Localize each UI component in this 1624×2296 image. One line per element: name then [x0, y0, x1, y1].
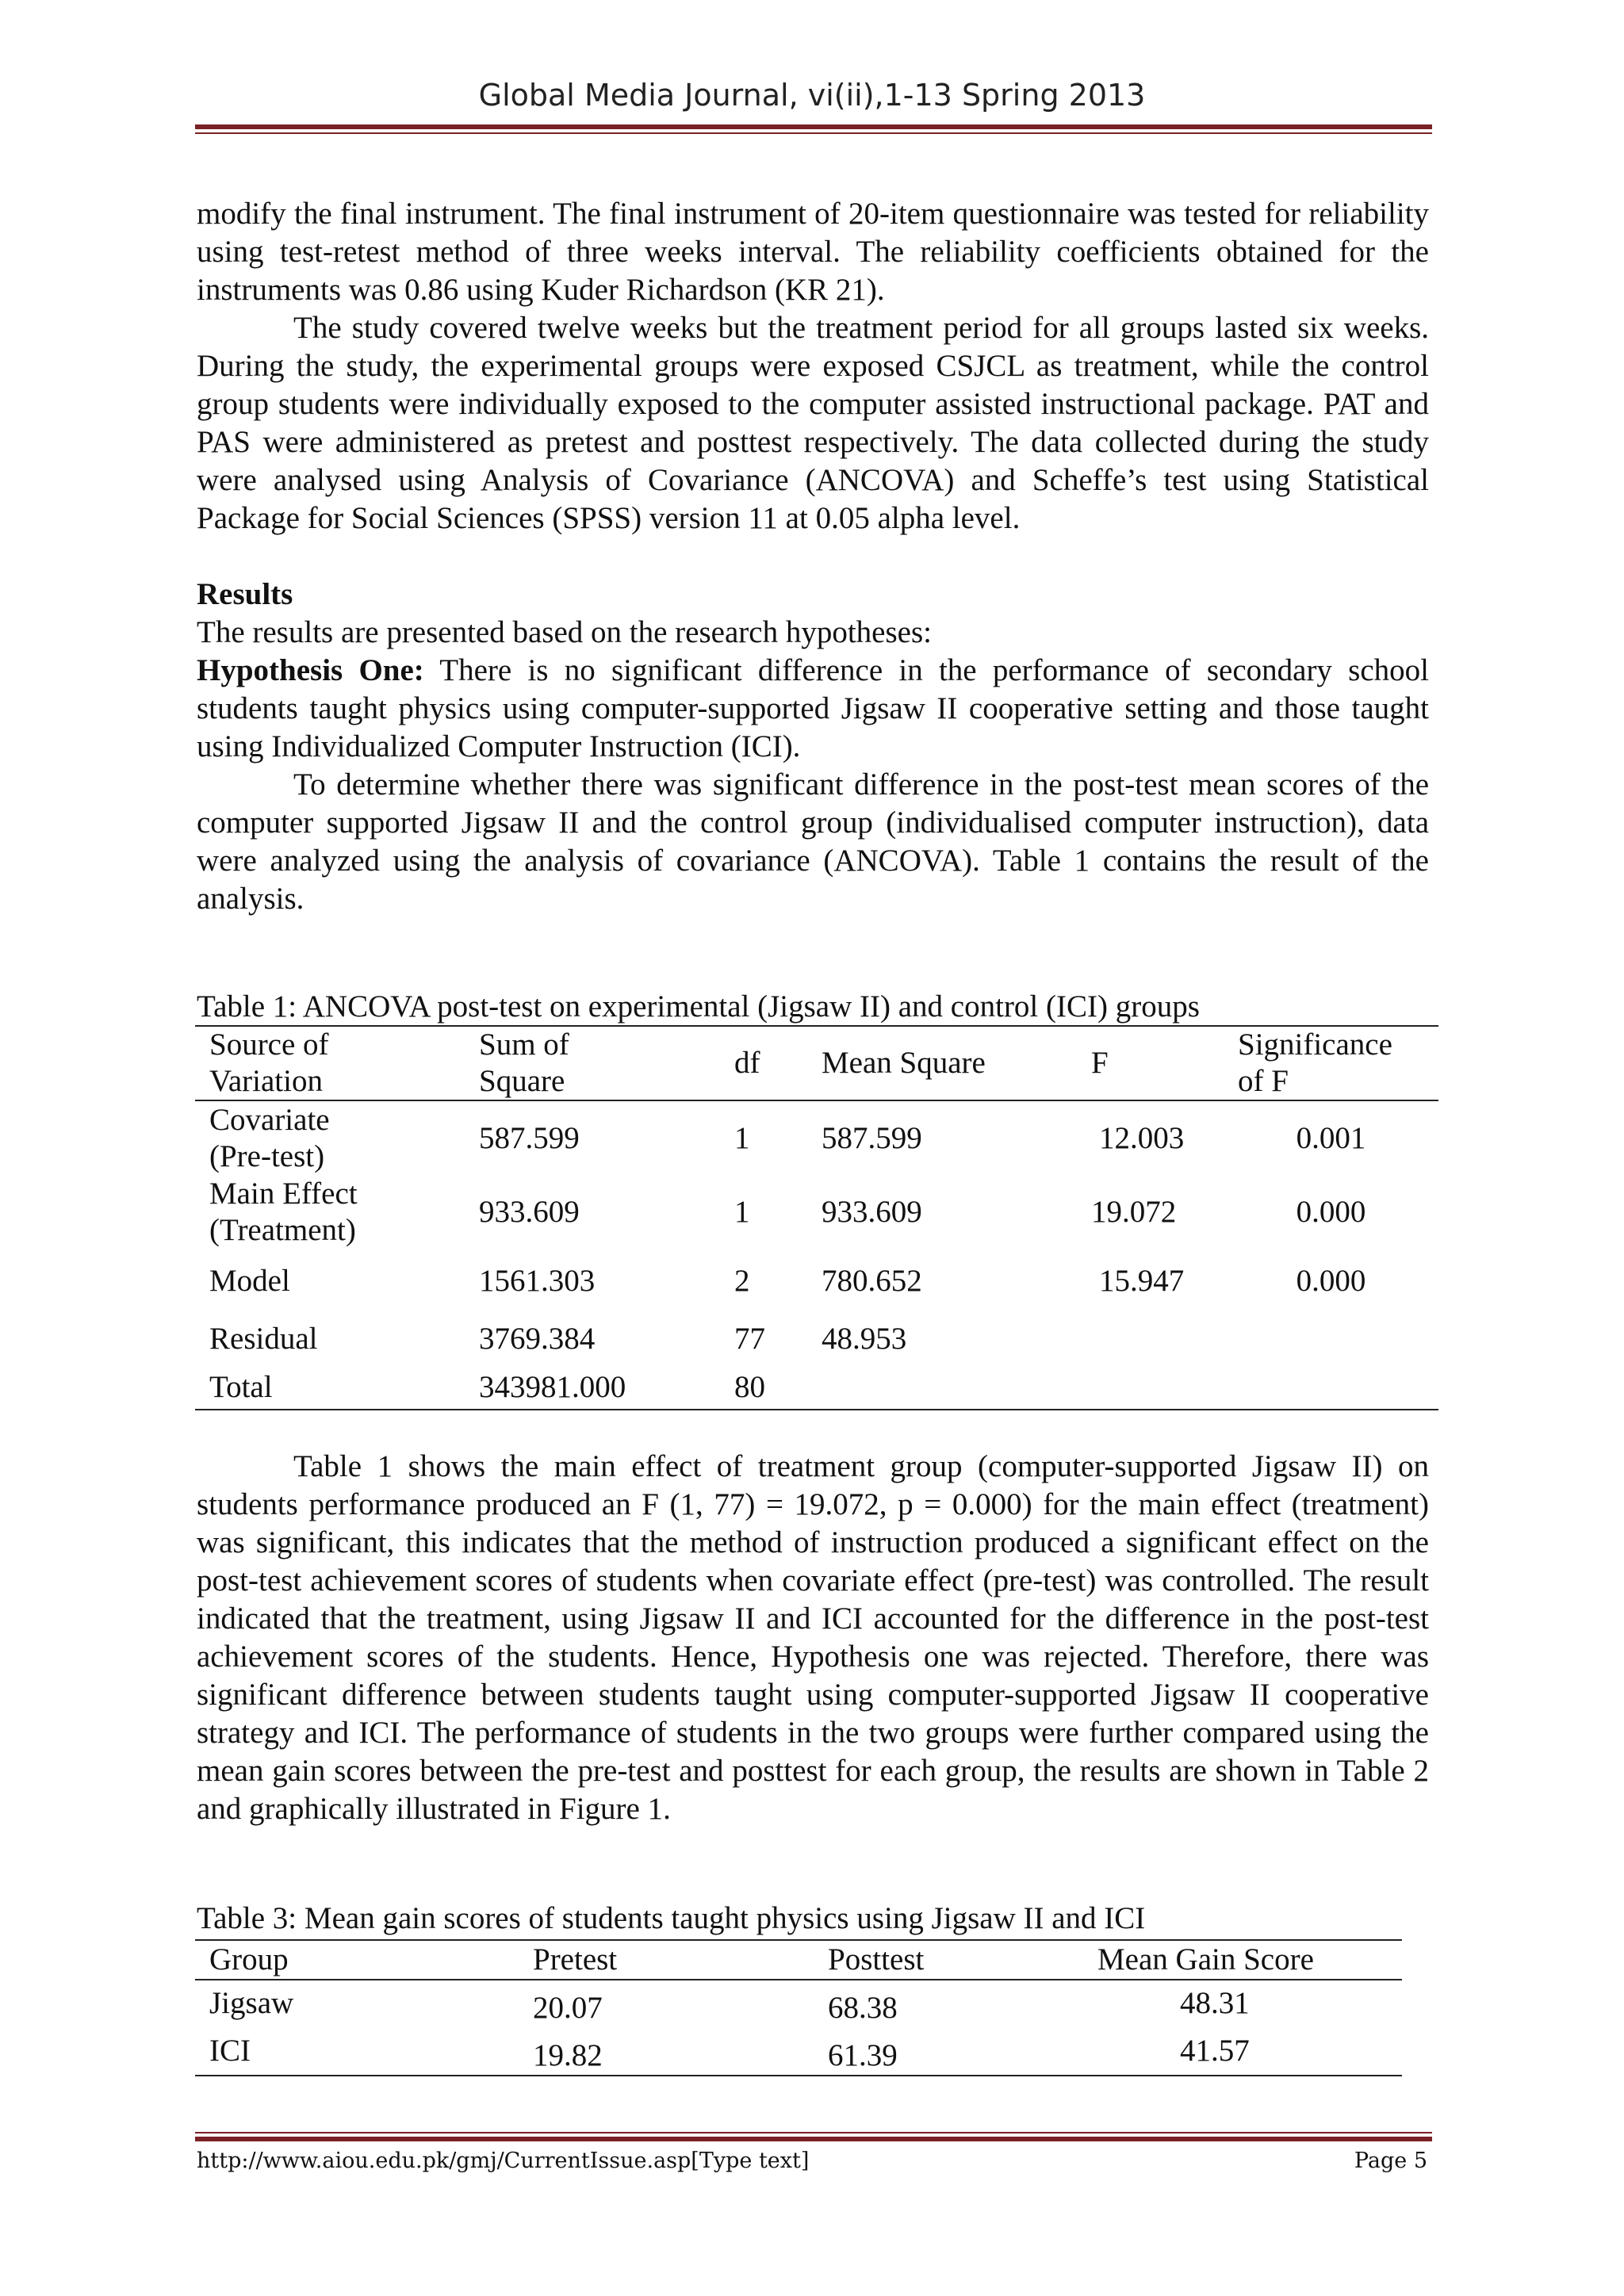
- table1-f: 15.947: [1099, 1264, 1185, 1298]
- table1-f: [1077, 1365, 1224, 1410]
- table1-header-f: F: [1091, 1046, 1109, 1080]
- table3-gain: 41.57: [1180, 2033, 1250, 2068]
- hypothesis-text: There is no significant difference in the performance of secondary school students taught physics using computer-supported Jigsaw II cooperative setting and those taught using Individualized Computer Instruction (ICI).: [197, 653, 1429, 763]
- table1-header-sig: Significance of F: [1238, 1027, 1392, 1098]
- table1-ms: 587.599: [822, 1120, 922, 1155]
- table1-source: Model: [209, 1264, 290, 1298]
- paragraph-results-intro: The results are presented based on the research hypotheses:: [197, 615, 932, 649]
- paragraph-study-design: The study covered twelve weeks but the treatment period for all groups lasted six weeks. During the study, the experimental groups were exposed CSJCL as treatment, while the control group students were individually exposed to the computer assisted instructional package. PAT and PAS were administered as pretest and posttest respectively. The data collected during the study were analysed using Analysis of Covariance (ANCOVA) and Scheffe’s test using Statistical Package for Social Sciences (SPSS) version 11 at 0.05 alpha level.: [197, 311, 1429, 535]
- paragraph-ancova-intro: To determine whether there was significant difference in the post-test mean scores of the computer supported Jigsaw II and the control group (individualised computer instruction), data were analyzed using the analysis of covariance (ANCOVA). Table 1 contains the result of the analysis.: [197, 767, 1429, 916]
- body-text-top: [197, 195, 1429, 918]
- paragraph-reliability: modify the final instrument. The final instrument of 20-item questionnaire was tested for reliability using test-retest method of three weeks interval. The reliability coefficients obtained for the instruments was 0.86 using Kuder Richardson (KR 21).: [197, 197, 1429, 307]
- table3-header-posttest: Posttest: [828, 1942, 925, 1976]
- table1-sig: 0.001: [1296, 1120, 1366, 1155]
- table3-group: ICI: [209, 2033, 251, 2068]
- journal-header: Global Media Journal, vi(ii),1-13 Spring 2013: [478, 78, 1146, 113]
- table3-header-pretest: Pretest: [533, 1942, 618, 1976]
- table3-posttest: 61.39: [828, 2038, 898, 2072]
- table-row: [195, 1365, 1438, 1410]
- table1-df: 77: [734, 1322, 765, 1356]
- body-text-bottom: [197, 1448, 1429, 1828]
- footer-rule: [195, 2137, 1432, 2141]
- table1-header-ss: Sum of Square: [479, 1027, 569, 1098]
- table1-f: [1077, 1313, 1224, 1365]
- table1-df: 1: [734, 1195, 750, 1229]
- table3-caption: Table 3: Mean gain scores of students taught physics using Jigsaw II and ICI: [197, 1901, 1146, 1935]
- table1-df: 1: [734, 1120, 750, 1155]
- table3-header-gain: Mean Gain Score: [1097, 1942, 1314, 1976]
- table3-header-row: [195, 1940, 1402, 1980]
- table1-df: 80: [734, 1369, 765, 1404]
- table1: [195, 1025, 1438, 1410]
- table1-sig: [1224, 1365, 1438, 1410]
- table3-gain: 48.31: [1180, 1986, 1250, 2020]
- table1-f: 19.072: [1091, 1195, 1177, 1229]
- table1-source: Residual: [209, 1322, 318, 1356]
- table3: [195, 1939, 1402, 2076]
- table3-group: Jigsaw: [209, 1986, 294, 2020]
- table1-ss: 1561.303: [479, 1264, 596, 1298]
- table1-f: 12.003: [1099, 1120, 1185, 1155]
- table1-header-df: df: [734, 1046, 760, 1080]
- table-row: [195, 2026, 1402, 2076]
- header-rule: [195, 124, 1432, 129]
- table1-ss: 587.599: [479, 1120, 580, 1155]
- table-row: [195, 1313, 1438, 1365]
- table1-df: 2: [734, 1264, 750, 1298]
- table1-caption: Table 1: ANCOVA post-test on experimental (Jigsaw II) and control (ICI) groups: [197, 989, 1200, 1024]
- table-row: [195, 1249, 1438, 1313]
- table-row: [195, 1100, 1438, 1175]
- footer-rule-thin: [195, 2132, 1432, 2133]
- table1-header-ms: Mean Square: [822, 1046, 986, 1080]
- table1-ss: 343981.000: [479, 1369, 626, 1404]
- hypothesis-label: Hypothesis One:: [197, 653, 424, 687]
- paragraph-hypothesis-one: [197, 652, 1429, 766]
- table-row: [195, 1980, 1402, 2026]
- table1-source: Total: [209, 1369, 273, 1404]
- table3-posttest: 68.38: [828, 1991, 898, 2025]
- table1-source: Main Effect (Treatment): [209, 1177, 358, 1247]
- table3-pretest: 19.82: [533, 2038, 603, 2072]
- table1-sig: 0.000: [1296, 1264, 1366, 1298]
- table1-sig: [1224, 1313, 1438, 1365]
- results-heading: Results: [197, 577, 293, 611]
- table1-ms: [807, 1365, 1077, 1410]
- table3-pretest: 20.07: [533, 1991, 603, 2025]
- table1-ms: 933.609: [822, 1195, 922, 1229]
- table1-sig: 0.000: [1296, 1195, 1366, 1229]
- table1-source: Covariate (Pre-test): [209, 1102, 330, 1173]
- table1-ss: 3769.384: [479, 1322, 596, 1356]
- footer-url: http://www.aiou.edu.pk/gmj/CurrentIssue.asp[Type text]: [197, 2149, 810, 2173]
- table1-header-row: [195, 1026, 1438, 1100]
- table3-header-group: Group: [209, 1942, 289, 1976]
- table1-ss: 933.609: [479, 1195, 580, 1229]
- paragraph-table1-discussion: Table 1 shows the main effect of treatment group (computer-supported Jigsaw II) on students performance produced an F (1, 77) = 19.072, p = 0.000) for the main effect (treatment) was significant, this indicates that the method of instruction produced a significant effect on the post-test achievement scores of students when covariate effect (pre-test) was controlled. The result indicated that the treatment, using Jigsaw II and ICI accounted for the difference in the post-test achievement scores of the students. Hence, Hypothesis one was rejected. Therefore, there was significant difference between students taught using computer-supported Jigsaw II cooperative strategy and ICI. The performance of students in the two groups were further compared using the mean gain scores between the pre-test and posttest for each group, the results are shown in Table 2 and graphically illustrated in Figure 1.: [197, 1449, 1429, 1826]
- header-rule-thin: [195, 132, 1432, 134]
- table-row: [195, 1175, 1438, 1249]
- table1-ms: 48.953: [822, 1322, 907, 1356]
- table1-header-source: Source of Variation: [209, 1027, 329, 1098]
- table1-ms: 780.652: [822, 1264, 922, 1298]
- page-number: Page 5: [1354, 2149, 1427, 2173]
